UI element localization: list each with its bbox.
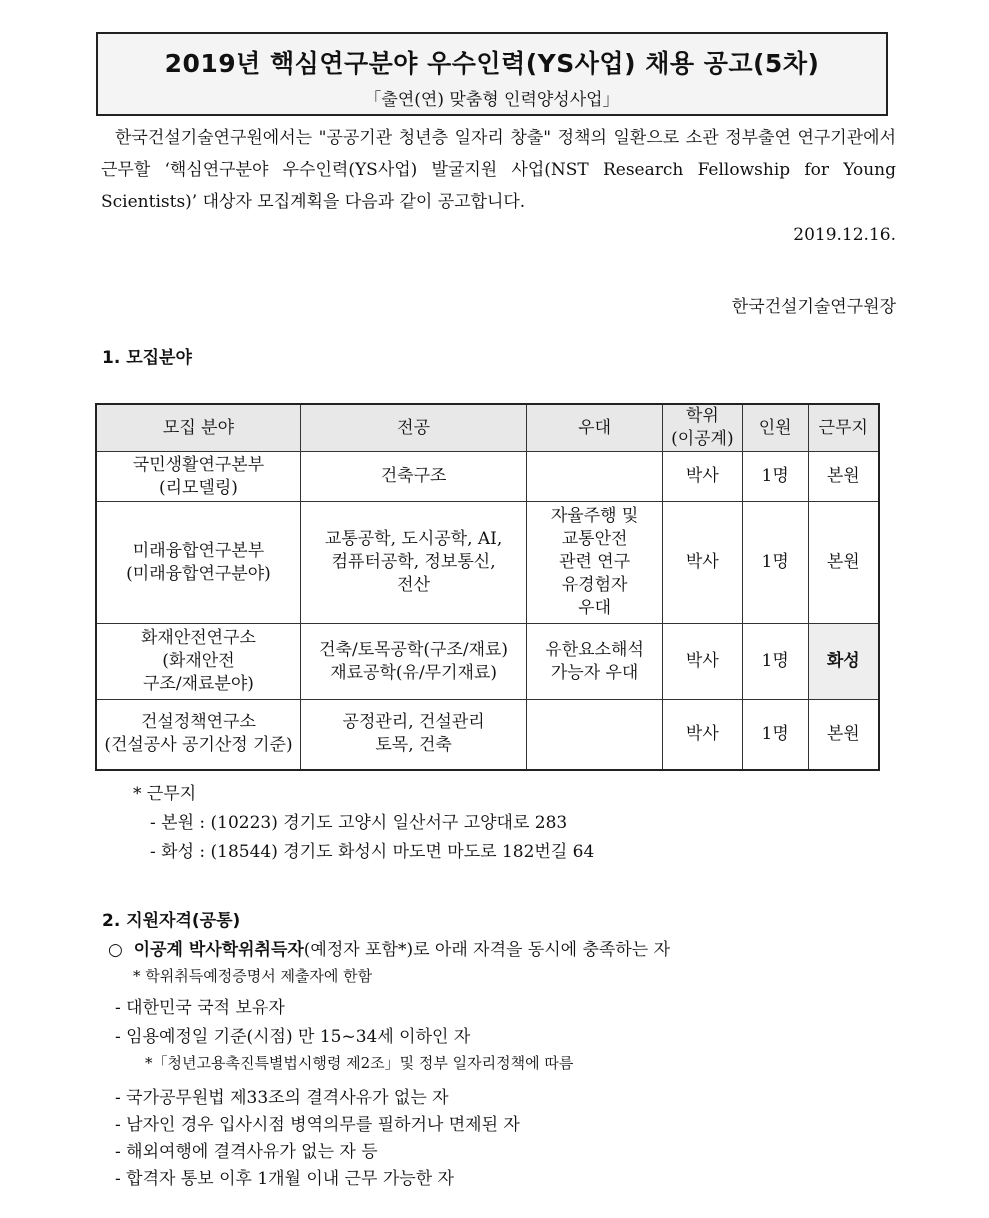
section1-heading: 1. 모집분야 — [102, 348, 192, 368]
pref-line: 관련 연구 — [559, 552, 631, 572]
major-line: 재료공학(유/무기재료) — [330, 662, 497, 683]
field-line: 국민생활연구본부 — [132, 454, 265, 475]
pref-line: 자율주행 및 — [550, 506, 639, 526]
major-line: 건축/토목공학(구조/재료) — [319, 639, 509, 660]
major-line: 공정관리, 건설관리 — [342, 712, 485, 733]
cell-field — [96, 452, 300, 502]
cell-site: 화성 — [808, 624, 879, 700]
major-line: 건축구조 — [380, 466, 447, 486]
field-line: 화재안전연구소 — [140, 628, 256, 648]
table-row — [96, 452, 879, 502]
header-count: 인원 — [742, 404, 808, 452]
header-degree-line2: (이공계) — [671, 429, 734, 449]
field-line: (화재안전 — [162, 651, 235, 671]
field-line: 미래융합연구본부 — [132, 540, 265, 561]
qualification-lead-rest: (예정자 포함*)로 아래 자격을 동시에 충족하는 자 — [303, 940, 671, 960]
page-title: 2019년 핵심연구분야 우수인력(YS사업) 채용 공고(5차) — [164, 49, 820, 78]
site-note-hwaseong: - 화성 : (18544) 경기도 화성시 마도면 마도로 182번길 64 — [150, 842, 595, 862]
table-row — [96, 502, 879, 624]
table-row — [96, 700, 879, 770]
cell-count: 1명 — [742, 700, 808, 770]
cell-count: 1명 — [742, 624, 808, 700]
major-line: 전산 — [397, 575, 431, 595]
site-note-main: - 본원 : (10223) 경기도 고양시 일산서구 고양대로 283 — [150, 813, 568, 833]
header-preference: 우대 — [527, 404, 663, 452]
qualification-item: - 대한민국 국적 보유자 — [115, 998, 285, 1018]
major-line: 컴퓨터공학, 정보통신, — [331, 552, 496, 572]
field-line: 건설정책연구소 — [140, 712, 256, 733]
major-line: 토목, 건축 — [375, 735, 452, 756]
recruitment-table — [95, 403, 880, 771]
page-subtitle: 「출연(연) 맞춤형 인력양성사업」 — [364, 90, 620, 110]
cell-preference — [527, 452, 663, 502]
cell-major — [300, 452, 526, 502]
cell-field — [96, 502, 300, 624]
header-major: 전공 — [300, 404, 526, 452]
announcement-date: 2019.12.16. — [793, 225, 896, 245]
pref-line: 유경험자 — [561, 575, 628, 595]
field-line: (건설공사 공기산정 기준) — [104, 735, 293, 756]
cell-field — [96, 624, 300, 700]
major-line: 교통공학, 도시공학, AI, — [324, 529, 503, 549]
field-line: (미래융합연구분야) — [126, 563, 271, 584]
cell-site: 본원 — [808, 700, 879, 770]
qualification-item: - 합격자 통보 이후 1개월 이내 근무 가능한 자 — [115, 1169, 454, 1189]
pref-line: 가능자 우대 — [550, 662, 639, 683]
qualification-subnote: *「청년고용촉진특별법시행령 제2조」및 정부 일자리정책에 따름 — [145, 1054, 574, 1072]
cell-preference — [527, 624, 663, 700]
table-header-row — [96, 404, 879, 452]
field-line: 구조/재료분야) — [143, 674, 254, 694]
cell-site: 본원 — [808, 452, 879, 502]
pref-line: 유한요소해석 — [545, 639, 644, 660]
cell-major — [300, 700, 526, 770]
signer: 한국건설기술연구원장 — [731, 297, 896, 317]
table-row — [96, 624, 879, 700]
cell-count: 1명 — [742, 502, 808, 624]
intro-paragraph — [101, 122, 896, 218]
cell-degree: 박사 — [662, 624, 742, 700]
qualification-lead-bold: 이공계 박사학위취득자 — [133, 940, 304, 960]
qualification-item: - 남자인 경우 입사시점 병역의무를 필하거나 면제된 자 — [115, 1115, 520, 1135]
cell-major — [300, 624, 526, 700]
qualification-note: * 학위취득예정증명서 제출자에 한함 — [133, 967, 373, 985]
qualification-item: - 임용예정일 기준(시점) 만 15~34세 이하인 자 — [115, 1027, 471, 1047]
cell-site: 본원 — [808, 502, 879, 624]
cell-preference — [527, 700, 663, 770]
pref-line: 우대 — [578, 598, 612, 618]
site-note-title: * 근무지 — [133, 784, 197, 804]
header-degree — [662, 404, 742, 452]
cell-count: 1명 — [742, 452, 808, 502]
pref-line: 교통안전 — [561, 529, 628, 549]
qualification-item: - 해외여행에 결격사유가 없는 자 등 — [115, 1142, 378, 1162]
cell-preference — [527, 502, 663, 624]
qualification-lead — [108, 935, 670, 960]
title-box — [96, 32, 888, 116]
intro-text: 한국건설기술연구원에서는 "공공기관 청년층 일자리 창출" 정책의 일환으로 소관 정부출연 연구기관에서 근무할 ‘핵심연구분야 우수인력(YS사업) 발굴지원 사업(NST Research Fellowship for Young Scientists)’ 대상자 모집계획을 다음과 같이 공고합니다. — [101, 128, 896, 212]
cell-degree: 박사 — [662, 700, 742, 770]
field-line: (리모델링) — [158, 477, 238, 498]
header-field: 모집 분야 — [96, 404, 300, 452]
section2-heading: 2. 지원자격(공통) — [102, 911, 241, 931]
bullet-circle: ○ — [108, 940, 123, 960]
cell-major — [300, 502, 526, 624]
cell-degree: 박사 — [662, 502, 742, 624]
header-degree-line1: 학위 — [685, 406, 719, 426]
cell-field — [96, 700, 300, 770]
header-site: 근무지 — [808, 404, 879, 452]
cell-degree: 박사 — [662, 452, 742, 502]
qualification-item: - 국가공무원법 제33조의 결격사유가 없는 자 — [115, 1088, 449, 1108]
